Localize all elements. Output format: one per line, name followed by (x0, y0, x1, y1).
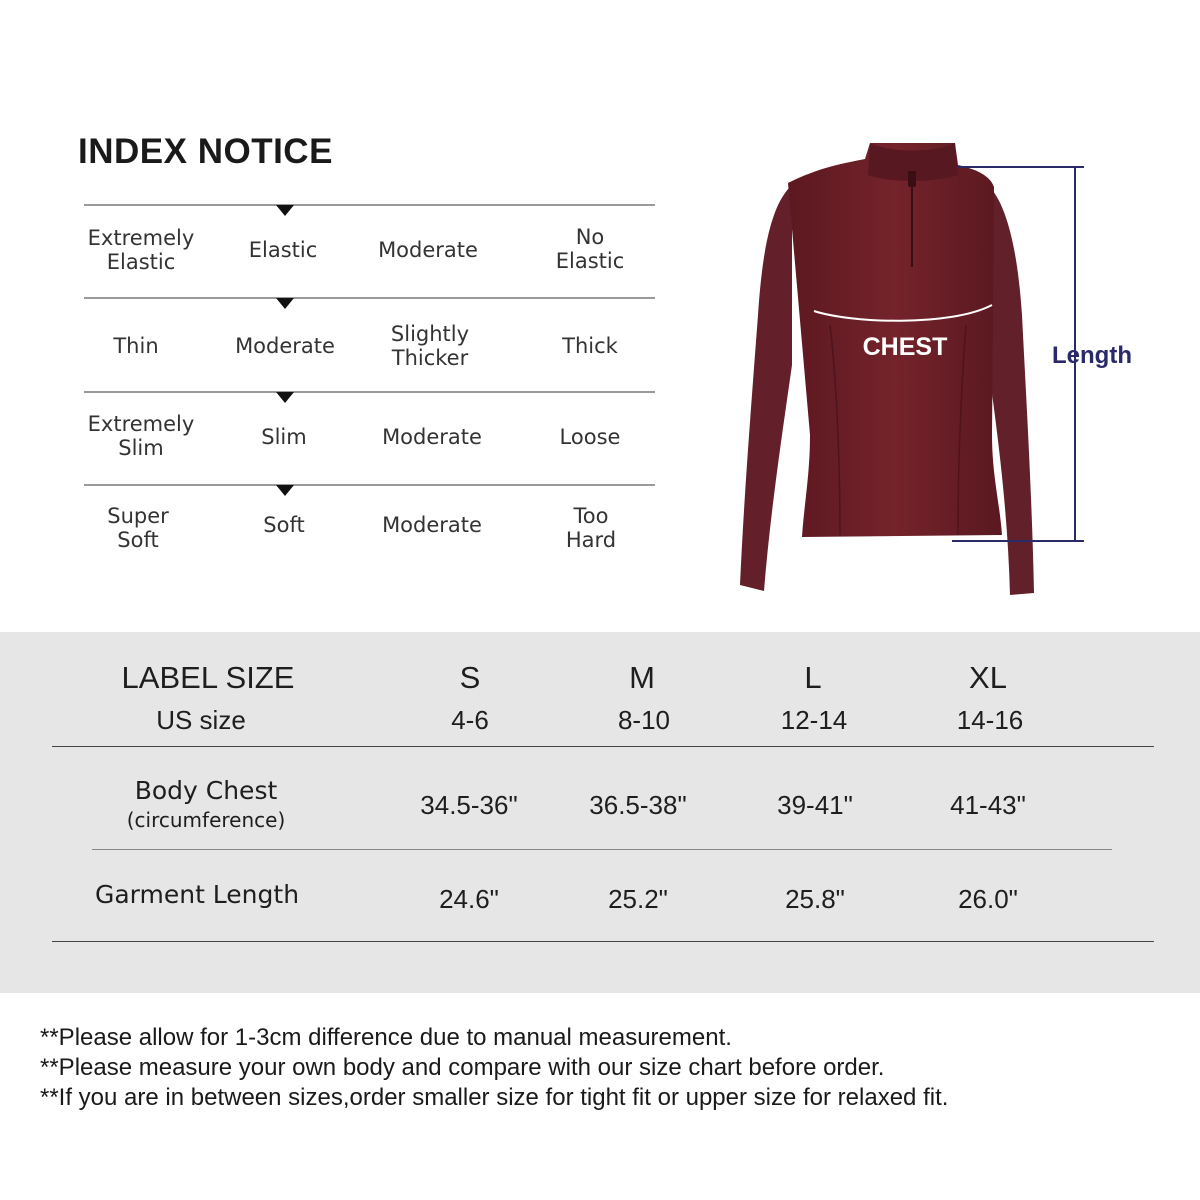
us-size-value: 12-14 (780, 705, 848, 735)
index-marker-icon (276, 485, 294, 496)
row-label: Body Chest (134, 776, 278, 805)
note-line: **Please allow for 1-3cm difference due to manual measurement. (40, 1024, 732, 1051)
index-divider (84, 297, 655, 299)
index-marker-icon (276, 205, 294, 216)
garment-illustration (730, 135, 1150, 605)
table-cell: 25.2" (608, 884, 668, 914)
table-divider (92, 849, 1112, 850)
size-header: XL (969, 660, 1007, 695)
table-cell: 39-41" (777, 790, 853, 820)
size-header: M (629, 660, 655, 695)
length-label: Length (1052, 342, 1132, 369)
table-cell: 26.0" (958, 884, 1018, 914)
left-sleeve (740, 185, 792, 591)
index-cell: Moderate (382, 513, 482, 537)
index-cell: Slim (261, 425, 307, 449)
index-cell: Moderate (382, 425, 482, 449)
index-marker-icon (276, 298, 294, 309)
index-cell: Too Hard (565, 504, 617, 552)
table-cell: 36.5-38" (589, 790, 687, 820)
us-size-value: 4-6 (451, 705, 489, 735)
index-cell: Extremely Elastic (87, 226, 195, 274)
index-cell: Thin (113, 334, 159, 358)
index-cell: Elastic (248, 238, 318, 262)
table-cell: 34.5-36" (420, 790, 518, 820)
table-divider (52, 941, 1154, 942)
index-cell: No Elastic (555, 225, 625, 273)
table-cell: 25.8" (785, 884, 845, 914)
size-header: S (459, 660, 481, 695)
index-cell: Extremely Slim (87, 412, 195, 460)
note-line: **Please measure your own body and compare with our size chart before order. (40, 1054, 885, 1081)
table-cell: 24.6" (439, 884, 499, 914)
note-line: **If you are in between sizes,order smaller size for tight fit or upper size for relaxed fit. (40, 1084, 949, 1111)
us-size-value: 14-16 (956, 705, 1024, 735)
us-size-value: 8-10 (617, 705, 671, 735)
index-notice-title: INDEX NOTICE (78, 132, 333, 171)
chest-label: CHEST (862, 333, 948, 361)
index-divider (84, 391, 655, 393)
index-cell: Moderate (235, 334, 335, 358)
table-divider (52, 746, 1154, 747)
row-sublabel: (circumference) (126, 808, 286, 832)
index-cell: Soft (263, 513, 305, 537)
index-cell: Slightly Thicker (390, 322, 470, 370)
index-cell: Super Soft (107, 504, 169, 552)
index-divider (84, 204, 655, 206)
index-divider (84, 484, 655, 486)
index-cell: Moderate (378, 238, 478, 262)
label-size-header: LABEL SIZE (121, 660, 295, 695)
us-size-label: US size (156, 705, 246, 735)
zipper-pull-icon (908, 171, 916, 187)
size-header: L (804, 660, 822, 695)
index-marker-icon (276, 392, 294, 403)
index-cell: Thick (562, 334, 618, 358)
row-label: Garment Length (94, 880, 300, 909)
table-cell: 41-43" (950, 790, 1026, 820)
index-cell: Loose (559, 425, 621, 449)
